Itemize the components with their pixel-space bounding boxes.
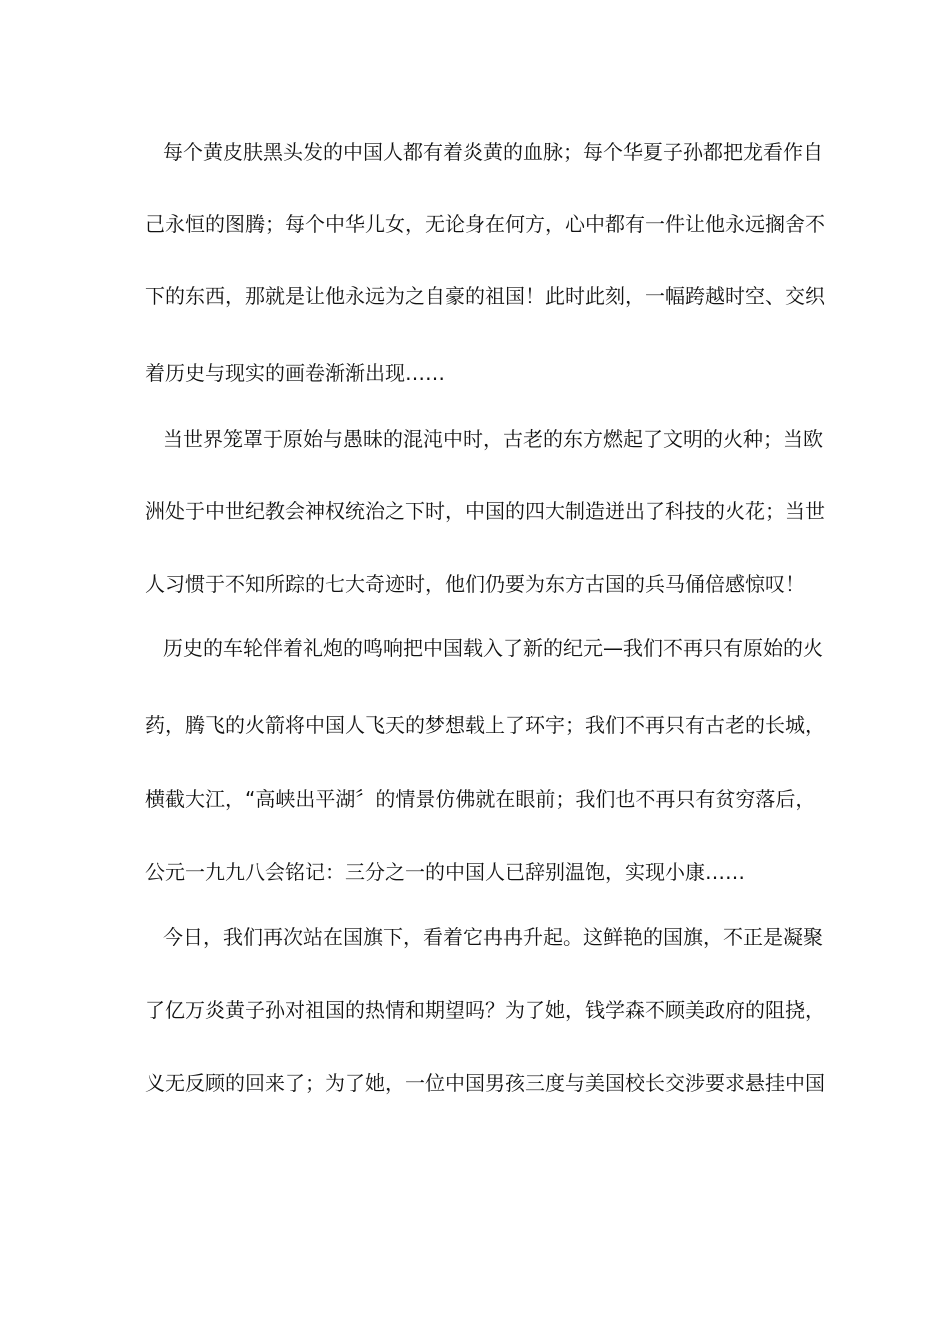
paragraph-2-line-1: 当世界笼罩于原始与愚昧的混沌中时，古老的东方燃起了文明的火种；当欧 <box>163 427 823 451</box>
paragraph-4-line-3: 义无反顾的回来了；为了她，一位中国男孩三度与美国校长交涉要求悬挂中国 <box>145 1071 825 1095</box>
paragraph-1-line-1: 每个黄皮肤黑头发的中国人都有着炎黄的血脉；每个华夏子孙都把龙看作自 <box>163 140 823 164</box>
paragraph-4-line-1: 今日，我们再次站在国旗下，看着它冉冉升起。这鲜艳的国旗，不正是凝聚 <box>163 925 823 949</box>
paragraph-3-line-2: 药，腾飞的火箭将中国人飞天的梦想载上了环宇；我们不再只有古老的长城， <box>145 713 825 737</box>
paragraph-3-line-4: 公元一九九八会铭记：三分之一的中国人已辞别温饱，实现小康…… <box>145 860 745 884</box>
paragraph-3-line-1: 历史的车轮伴着礼炮的鸣响把中国载入了新的纪元—我们不再只有原始的火 <box>163 636 823 660</box>
paragraph-2-line-2: 洲处于中世纪教会神权统治之下时，中国的四大制造迸出了科技的火花；当世 <box>145 499 825 523</box>
paragraph-1-line-2: 己永恒的图腾；每个中华儿女，无论身在何方，心中都有一件让他永远搁舍不 <box>145 212 825 236</box>
paragraph-4-line-2: 了亿万炎黄子孙对祖国的热情和期望吗？为了她，钱学森不顾美政府的阻挠， <box>145 998 825 1022</box>
paragraph-3-line-3: 横截大江，“高峡出平湖〞的情景仿佛就在眼前；我们也不再只有贫穷落后， <box>145 787 816 811</box>
paragraph-2-line-3: 人习惯于不知所踪的七大奇迹时，他们仍要为东方古国的兵马俑倍感惊叹！ <box>145 572 805 596</box>
paragraph-1-line-3: 下的东西，那就是让他永远为之自豪的祖国！此时此刻，一幅跨越时空、交织 <box>145 284 825 308</box>
paragraph-1-line-4: 着历史与现实的画卷渐渐出现…… <box>145 361 445 385</box>
